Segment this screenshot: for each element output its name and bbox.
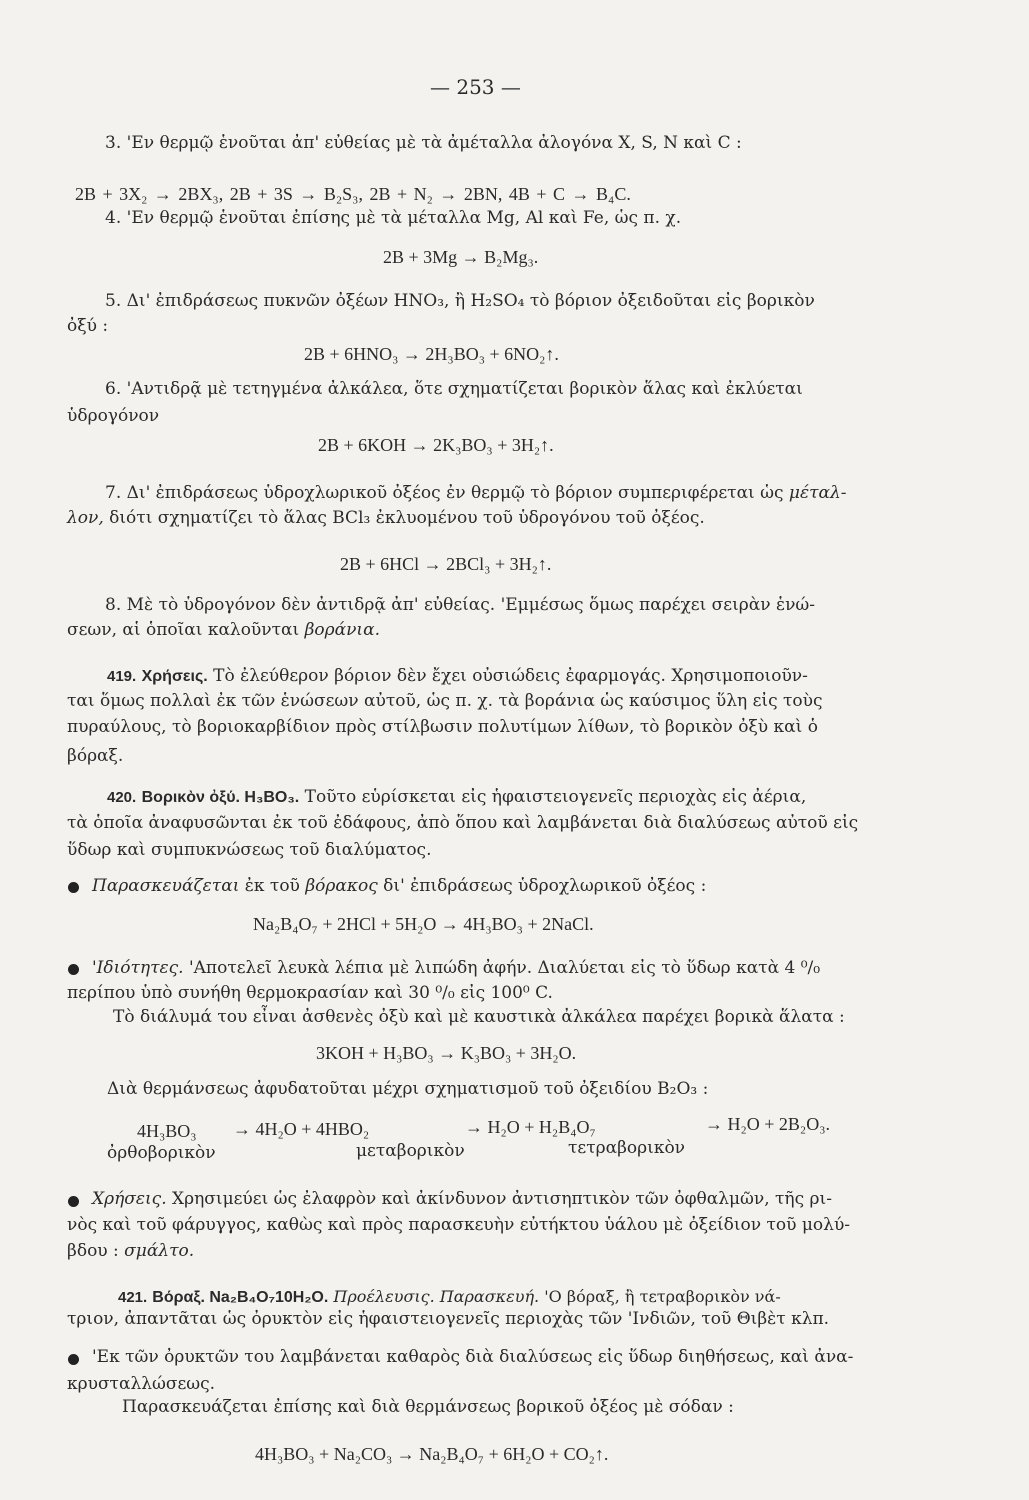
section-419-line-1 <box>107 665 808 688</box>
heating-eq-tetraboric: → H₂O + H₂B₄O₇ <box>465 1117 596 1137</box>
item-4-equation: 2B + 3Mg → B₂Mg₃. <box>383 247 539 267</box>
section-421-line-3: 'Εκ τῶν ὀρυκτῶν του λαμβάνεται καθαρὸς διὰ διαλύσεως εἰς ὕδωρ διηθήσεως, καὶ ἀνα- <box>92 1347 854 1367</box>
item-8-number: 8. <box>105 595 122 615</box>
properties-label: 'Ιδιότητες. <box>92 958 184 978</box>
section-421-number: 421. <box>118 1289 148 1306</box>
item-5-line <box>105 290 815 312</box>
section-421-line-2: τριον, ἀπαντᾶται ὡς ὀρυκτὸν εἰς ἡφαιστειογενεῖς περιοχὰς τῶν 'Ινδιῶν, τοῦ Θιβὲτ κλπ. <box>67 1309 830 1329</box>
section-421-equation: 4H₃BO₃ + Na₂CO₃ → Na₂B₄O₇ + 6H₂O + CO₂↑. <box>255 1444 609 1464</box>
item-3-text: 'Εν θερμῷ ἑνοῦται ἀπ' εὐθείας μὲ τὰ ἀμέταλλα ἀλογόνα X, S, N καὶ C : <box>126 133 742 153</box>
item-5-text: Δι' ἐπιδράσεως πυκνῶν ὀξέων HNO₃, ἢ H₂SO₄ τὸ βόριον ὀξειδοῦται εἰς βορικὸν <box>126 291 815 311</box>
item-7-number: 7. <box>105 483 122 503</box>
section-420-line-3: ὕδωρ καὶ συμπυκνώσεως τοῦ διαλύματος. <box>67 840 432 860</box>
item-4-number: 4. <box>105 208 122 228</box>
preparation-source: βόρακος <box>305 876 378 896</box>
item-7-line <box>105 482 847 504</box>
bullet-icon <box>68 1354 79 1365</box>
label-metaboric: μεταβορικὸν <box>356 1141 465 1161</box>
item-6-equation: 2B + 6KOH → 2K₃BO₃ + 3H₂↑. <box>318 435 554 455</box>
section-421-line-1 <box>118 1286 781 1309</box>
section-419-number: 419. <box>107 668 137 685</box>
section-420-text: Τοῦτο εὑρίσκεται εἰς ἡφαιστειογενεῖς περιοχὰς εἰς ἀέρια, <box>304 787 807 807</box>
heating-eq-orthoboric: 4H₃BO₃ <box>137 1121 197 1141</box>
item-7-emphasis: μέταλ- <box>788 483 847 503</box>
properties-text-a: 'Αποτελεῖ λευκὰ λέπια μὲ λιπώδη ἀφήν. Διαλύεται εἰς τὸ ὕδωρ κατὰ 4 ⁰/₀ <box>188 958 821 978</box>
bullet-icon <box>68 964 79 975</box>
section-419-title: Χρήσεις. <box>141 668 208 685</box>
properties-text-b: περίπου ὑπὸ συνήθη θερμοκρασίαν καὶ 30 ⁰/₀ εἰς 100⁰ C. <box>67 983 553 1003</box>
preparation-text-b: δι' ἐπιδράσεως ὑδροχλωρικοῦ ὀξέος : <box>383 876 707 896</box>
uses-label: Χρήσεις. <box>92 1189 167 1209</box>
section-419-line-2: ται ὅμως πολλαὶ ἐκ τῶν ἑνώσεων αὐτοῦ, ὡς π. χ. τὰ βοράνια ὡς καύσιμος ὕλη εἰς τοὺς <box>67 691 823 711</box>
bullet-icon <box>68 882 79 893</box>
item-6-text-cont: ὑδρογόνον <box>67 406 160 426</box>
preparation-label: Παρασκευάζεται <box>92 876 240 896</box>
section-420-line-1 <box>107 786 806 809</box>
item-8-term: βοράνια. <box>304 620 380 640</box>
page-number: — 253 — <box>430 75 521 99</box>
section-421-subheads: Προέλευσις. Παρασκευή. <box>333 1287 540 1306</box>
section-421-text: 'Ο βόραξ, ἢ τετραβορικὸν νά- <box>544 1287 781 1306</box>
section-420-preparation <box>92 875 706 897</box>
item-6-line <box>105 378 803 400</box>
item-4-text: 'Εν θερμῷ ἑνοῦται ἐπίσης μὲ τὰ μέταλλα Mg, Al καὶ Fe, ὡς π. χ. <box>126 208 682 228</box>
section-419-line-4: βόραξ. <box>67 746 124 766</box>
section-420-title: Βορικὸν ὀξύ. H₃BO₃. <box>141 789 300 806</box>
preparation-text-a: ἐκ τοῦ <box>244 876 300 896</box>
label-tetraboric: τετραβορικὸν <box>568 1138 686 1158</box>
uses-text-c: βδου : <box>67 1241 119 1261</box>
item-7-text-cont: διότι σχηματίζει τὸ ἅλας BCl₃ ἐκλυομένου τοῦ ὑδρογόνου τοῦ ὀξέος. <box>109 508 705 528</box>
section-419-line-3: πυραύλους, τὸ βοριοκαρβίδιον πρὸς στίλβωσιν πολυτίμων λίθων, τὸ βορικὸν ὀξὺ καὶ ὁ <box>67 717 818 737</box>
section-420-properties <box>92 957 820 979</box>
properties-text-c: Τὸ διάλυμά του εἶναι ἀσθενὲς ὀξὺ καὶ μὲ καυστικὰ ἀλκάλεα παρέχει βορικὰ ἅλατα : <box>113 1007 845 1027</box>
uses-text-b: νὸς καὶ τοῦ φάρυγγος, καθὼς καὶ πρὸς παρασκευὴν εὐτήκτου ὑάλου μὲ ὀξείδιον τοῦ μολύ- <box>67 1215 851 1235</box>
properties-equation: 3KOH + H₃BO₃ → K₃BO₃ + 3H₂O. <box>316 1043 577 1063</box>
item-5-equation: 2B + 6HNO₃ → 2H₃BO₃ + 6NO₂↑. <box>304 344 559 364</box>
item-7-emphasis-cont: λον, <box>67 508 104 528</box>
section-421-line-5: Παρασκευάζεται ἐπίσης καὶ διὰ θερμάνσεως βορικοῦ ὀξέος μὲ σόδαν : <box>122 1397 734 1417</box>
item-6-text: 'Αντιδρᾷ μὲ τετηγμένα ἀλκάλεα, ὅτε σχηματίζεται βορικὸν ἅλας καὶ ἐκλύεται <box>126 379 803 399</box>
heating-text: Διὰ θερμάνσεως ἀφυδατοῦται μέχρι σχηματισμοῦ τοῦ ὀξειδίου B₂O₃ : <box>107 1079 709 1099</box>
item-8-line <box>105 594 815 616</box>
section-420-line-2: τὰ ὁποῖα ἀναφυσῶνται ἐκ τοῦ ἐδάφους, ἀπὸ ὅπου καὶ λαμβάνεται διὰ διαλύσεως αὐτοῦ εἰς <box>67 813 859 833</box>
item-8-text-cont: σεων, αἱ ὁποῖαι καλοῦνται <box>67 620 300 640</box>
section-419-text: Τὸ ἐλεύθερον βόριον δὲν ἔχει οὐσιώδεις ἐφαρμογάς. Χρησιμοποιοῦν- <box>213 666 808 686</box>
uses-line-c <box>67 1240 194 1262</box>
bullet-icon <box>68 1196 79 1207</box>
item-6-number: 6. <box>105 379 122 399</box>
section-421-line-4: κρυσταλλώσεως. <box>67 1374 216 1394</box>
item-8-line-2 <box>67 619 380 641</box>
preparation-equation: Na₂B₄O₇ + 2HCl + 5H₂O → 4H₃BO₃ + 2NaCl. <box>253 914 594 934</box>
item-3-equation: 2B + 3X₂ → 2BX₃, 2B + 3S → B₂S₃, 2B + N₂ → 2BN, 4B + C → B₄C. <box>75 184 631 204</box>
item-5-text-cont: ὀξύ : <box>67 316 109 336</box>
uses-term: σμάλτο. <box>124 1241 195 1261</box>
heating-eq-oxide: → H₂O + 2B₂O₃. <box>705 1114 830 1134</box>
item-5-number: 5. <box>105 291 122 311</box>
heating-eq-metaboric: → 4H₂O + 4HBO₂ <box>233 1119 370 1139</box>
section-420-number: 420. <box>107 789 137 806</box>
item-8-text: Μὲ τὸ ὑδρογόνον δὲν ἀντιδρᾷ ἀπ' εὐθείας. 'Εμμέσως ὅμως παρέχει σειρὰν ἑνώ- <box>126 595 816 615</box>
label-orthoboric: ὀρθοβορικὸν <box>107 1143 216 1163</box>
item-3-line <box>105 132 742 154</box>
section-421-title: Βόραξ. Na₂B₄O₇10H₂O. <box>152 1289 329 1306</box>
uses-text-a: Χρησιμεύει ὡς ἐλαφρὸν καὶ ἀκίνδυνον ἀντισηπτικὸν τῶν ὀφθαλμῶν, τῆς ρι- <box>172 1189 832 1209</box>
item-7-line-2 <box>67 507 705 529</box>
section-420-uses <box>92 1188 832 1210</box>
item-4-line <box>105 207 681 229</box>
item-3-number: 3. <box>105 133 122 153</box>
item-7-equation: 2B + 6HCl → 2BCl₃ + 3H₂↑. <box>340 554 552 574</box>
item-7-text: Δι' ἐπιδράσεως ὑδροχλωρικοῦ ὀξέος ἐν θερμῷ τὸ βόριον συμπεριφέρεται ὡς <box>126 483 784 503</box>
